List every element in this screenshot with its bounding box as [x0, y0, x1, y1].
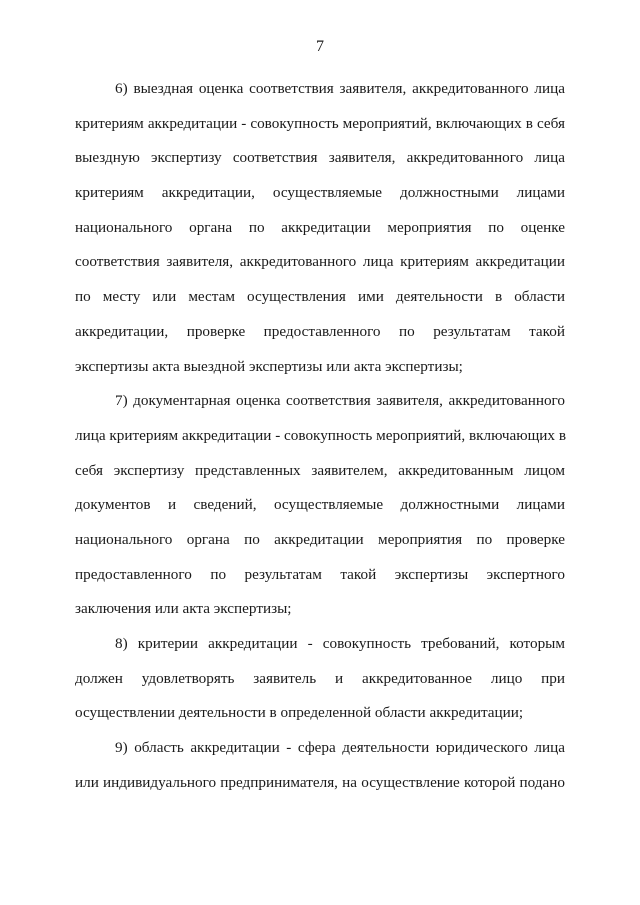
text-line: соответствия заявителя, аккредитованного лица критериям аккредитации [75, 253, 565, 271]
paragraph-item-9 [75, 731, 565, 800]
text-line: экспертизы акта выездной экспертизы или акта экспертизы; [75, 357, 463, 375]
text-line: национального органа по аккредитации мероприятия по оценке [75, 218, 565, 236]
text-line: выездную экспертизу соответствия заявителя, аккредитованного лица [75, 149, 565, 167]
text-line: лица критериям аккредитации - совокупность мероприятий, включающих в [75, 426, 566, 444]
text-line: себя экспертизу представленных заявителем, аккредитованным лицом [75, 461, 565, 479]
text-line: по месту или местам осуществления ими деятельности в области [75, 288, 565, 306]
paragraph-item-7 [75, 384, 565, 627]
text-line: 9) область аккредитации - сфера деятельности юридического лица [115, 739, 565, 757]
text-line: 7) документарная оценка соответствия заявителя, аккредитованного [115, 392, 565, 410]
paragraph-item-8 [75, 627, 565, 731]
text-line: заключения или акта экспертизы; [75, 600, 292, 618]
paragraph-item-6 [75, 72, 565, 384]
text-line: 6) выездная оценка соответствия заявителя, аккредитованного лица [115, 80, 565, 97]
text-line: предоставленного по результатам такой экспертизы экспертного [75, 565, 565, 583]
text-line: 8) критерии аккредитации - совокупность требований, которым [115, 635, 565, 652]
document-body [75, 72, 565, 800]
text-line: должен удовлетворять заявитель и аккредитованное лицо при [75, 669, 565, 687]
text-line: документов и сведений, осуществляемые должностными лицами [75, 496, 565, 514]
page-number: 7 [316, 38, 324, 55]
text-line: критериям аккредитации, осуществляемые должностными лицами [75, 184, 565, 202]
text-line: аккредитации, проверке предоставленного по результатам такой [75, 322, 565, 340]
text-line: осуществлении деятельности в определенной области аккредитации; [75, 704, 524, 722]
text-line: национального органа по аккредитации мероприятия по проверке [75, 530, 565, 548]
text-line: или индивидуального предпринимателя, на осуществление которой подано [75, 773, 565, 791]
text-line: критериям аккредитации - совокупность мероприятий, включающих в себя [75, 114, 565, 132]
